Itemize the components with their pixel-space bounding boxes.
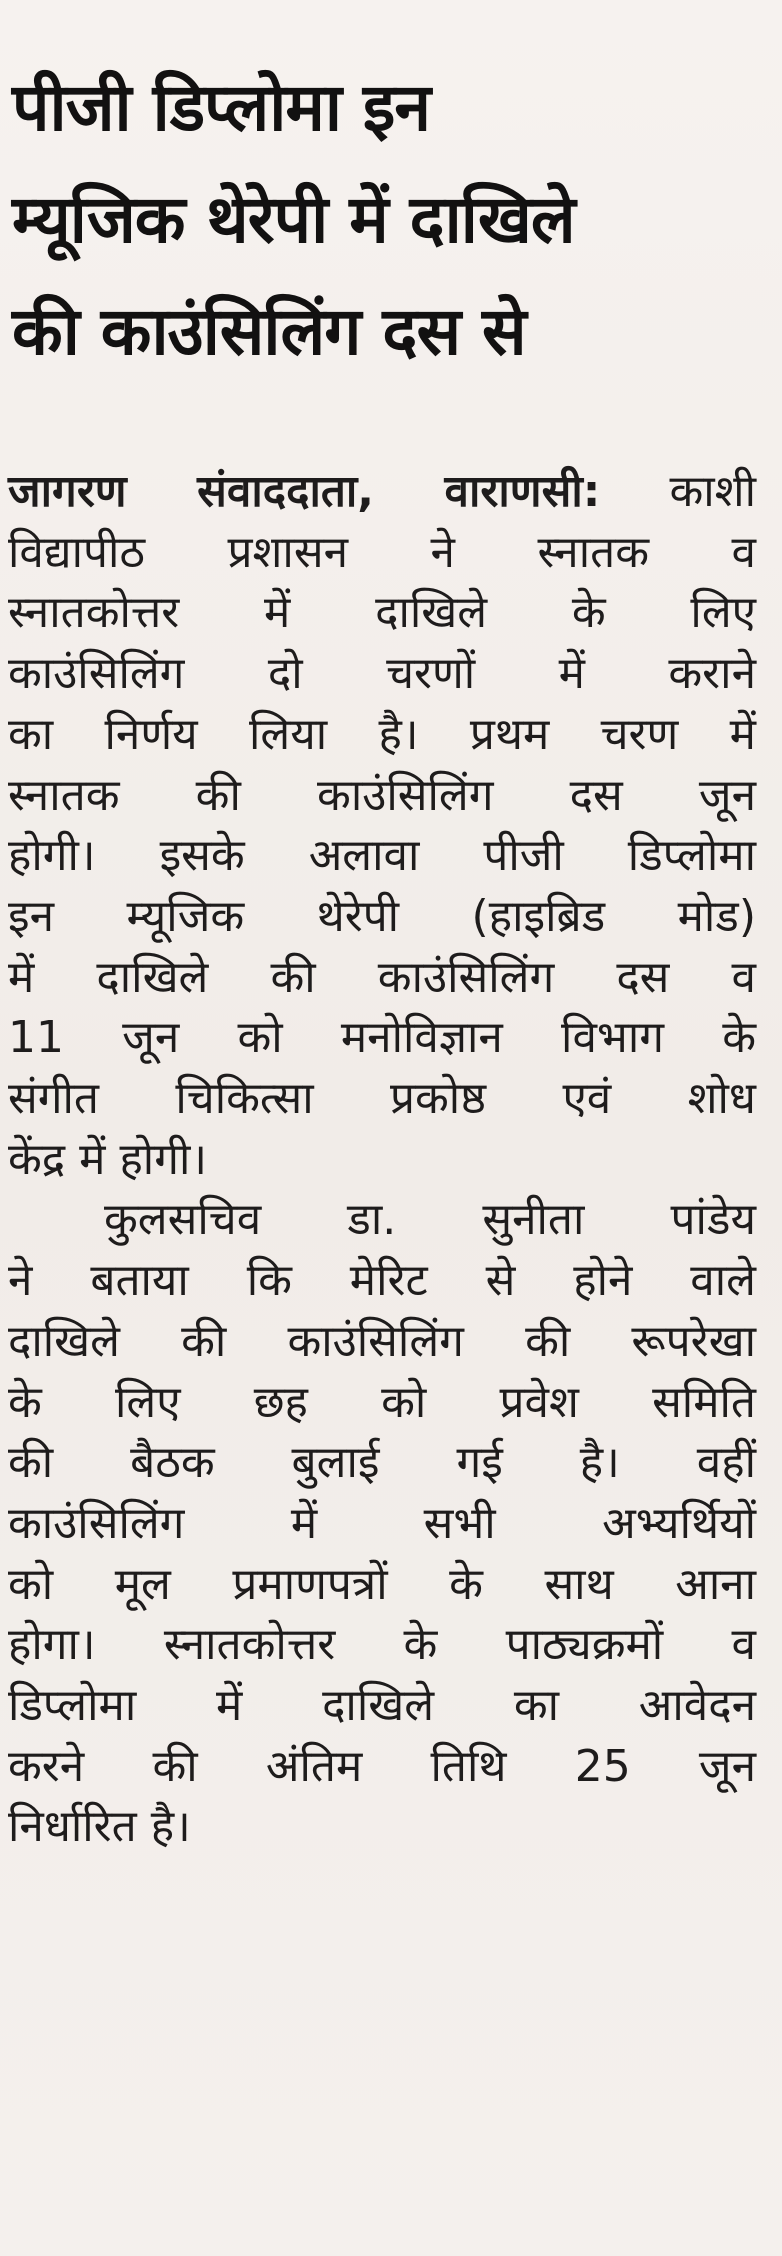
- text-line: होगा। स्नातकोत्तर के पाठ्यक्रमों व: [8, 1619, 756, 1671]
- text-line: स्नातकोत्तर में दाखिले के लिए: [8, 587, 756, 639]
- text-line: केंद्र में होगी।: [8, 1133, 208, 1185]
- text-line: स्नातक की काउंसिलिंग दस जून: [8, 769, 756, 821]
- text-line: डिप्लोमा में दाखिले का आवेदन: [8, 1680, 756, 1732]
- text-line: में दाखिले की काउंसिलिंग दस व: [8, 951, 756, 1003]
- text-line: की बैठक बुलाई गई है। वहीं: [8, 1437, 756, 1489]
- text-line: संगीत चिकित्सा प्रकोष्ठ एवं शोध: [8, 1073, 756, 1125]
- text-line: कुलसचिव डा. सुनीता पांडेय: [104, 1194, 756, 1246]
- text-line-part: काशी: [669, 466, 756, 517]
- text-line: को मूल प्रमाणपत्रों के साथ आना: [8, 1558, 756, 1610]
- byline: जागरण संवाददाता, वाराणसी:: [8, 466, 601, 517]
- text-line: काउंसिलिंग दो चरणों में कराने: [8, 648, 756, 700]
- text-line: दाखिले की काउंसिलिंग की रूपरेखा: [8, 1315, 756, 1367]
- text-line: निर्धारित है।: [8, 1801, 191, 1853]
- paragraph-2: [8, 1190, 756, 1858]
- text-line: [8, 462, 756, 523]
- headline-line: की काउंसिलिंग दस से: [12, 293, 526, 370]
- headline: [12, 52, 772, 388]
- text-line: विद्यापीठ प्रशासन ने स्नातक व: [8, 526, 756, 578]
- headline-line: पीजी डिप्लोमा इन: [12, 69, 430, 146]
- paragraph-1: [8, 462, 756, 1190]
- text-line: 11 जून को मनोविज्ञान विभाग के: [8, 1012, 756, 1064]
- text-line: के लिए छह को प्रवेश समिति: [8, 1376, 756, 1428]
- text-line: ने बताया कि मेरिट से होने वाले: [8, 1255, 756, 1307]
- text-line: करने की अंतिम तिथि 25 जून: [8, 1740, 756, 1792]
- text-line: काउंसिलिंग में सभी अभ्यर्थियों: [8, 1497, 756, 1549]
- text-line: होगी। इसके अलावा पीजी डिप्लोमा: [8, 830, 756, 882]
- text-line: इन म्यूजिक थेरेपी (हाइब्रिड मोड): [8, 890, 756, 942]
- text-line: का निर्णय लिया है। प्रथम चरण में: [8, 708, 756, 760]
- article-body: [8, 462, 756, 1858]
- headline-line: म्यूजिक थेरेपी में दाखिले: [12, 181, 575, 258]
